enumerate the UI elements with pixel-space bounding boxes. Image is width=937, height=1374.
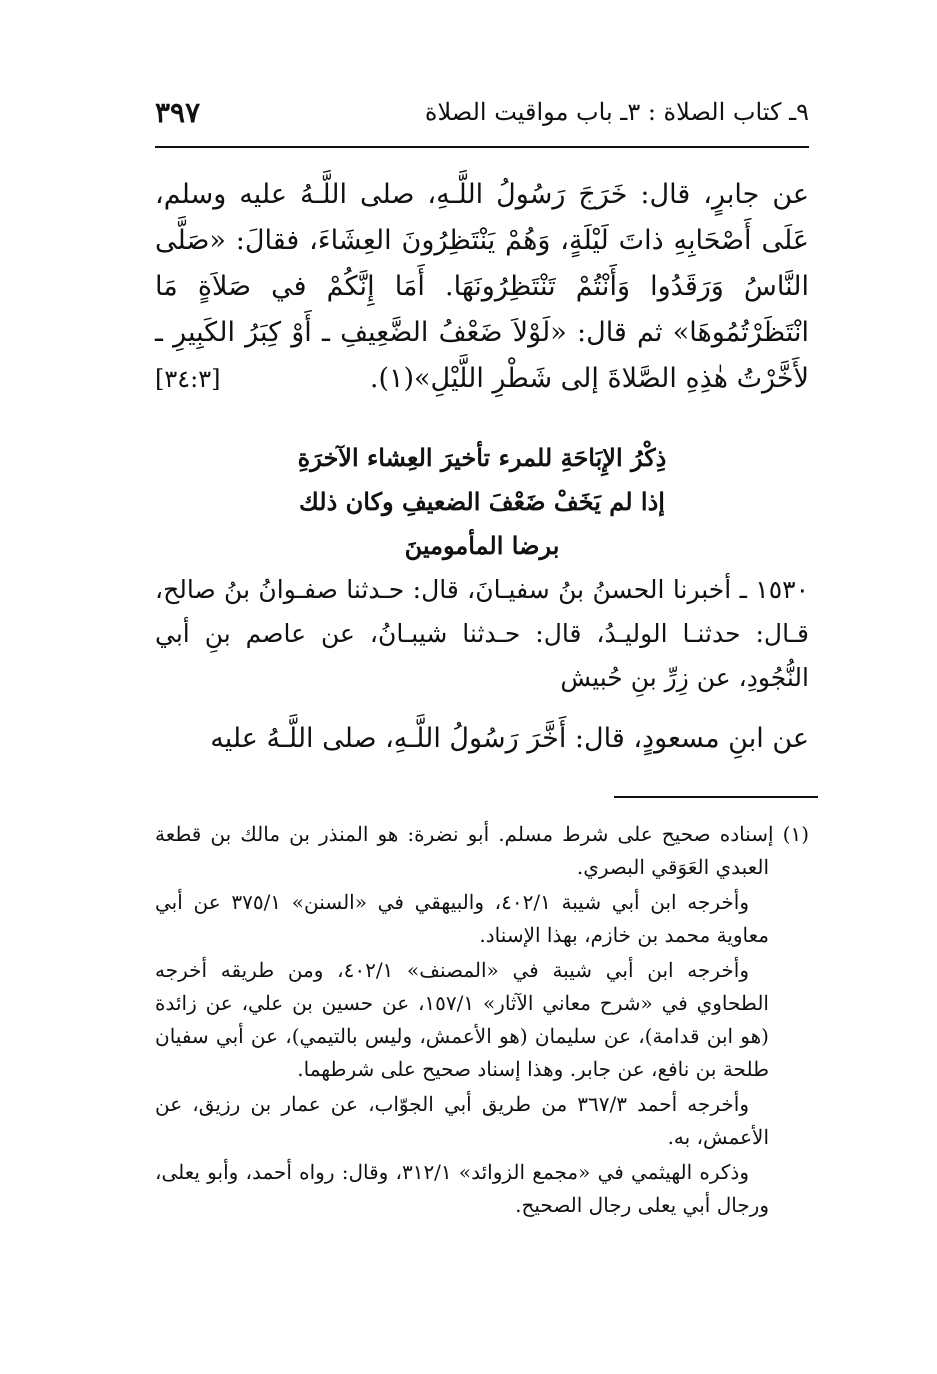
hadith-text <box>155 172 809 402</box>
heading-line: إذا لم يَخَفْ ضَعْفَ الضعيفِ وكان ذلك <box>299 487 665 516</box>
section-heading <box>155 436 809 568</box>
footnotes <box>155 818 809 1224</box>
footnote-paragraph: وأخرجه ابن أبي شيبة في «المصنف» ٤٠٢/١، ومن طريقه أخرجه الطحاوي في «شرح معاني الآثار» ١٥٧/١، عن حسين بن علي، عن زائدة (هو ابن قدامة)، عن سليمان (هو الأعمش، وليس بالتيمي)، عن أبي سفيان طلحة بن نافع، عن جابر. وهذا إسناد صحيح على شرطهما. <box>155 958 769 1081</box>
hadith-body: عن جابرٍ، قال: خَرَجَ رَسُولُ اللَّـهِ، صلى اللَّـهُ عليه وسلم، عَلَى أَصْحَابِهِ ذاتَ لَيْلَةٍ، وَهُمْ يَنْتَظِرُونَ العِشَاءَ، فقالَ: «صَلَّى النَّاسُ وَرَقَدُوا وَأَنْتُمْ تَنْتَظِرُونَهَا. أَمَا إِنَّكُمْ في صَلاَةٍ مَا انْتَظَرْتُمُوهَا» ثم قال: «لَوْلاَ ضَعْفُ الضَّعِيفِ ـ أَوْ كِبَرُ الكَبِيرِ ـ لأَخَّرْتُ هٰذِهِ الصَّلاةَ إلى شَطْرِ اللَّيْلِ»(١). <box>155 179 809 394</box>
footnote-paragraph: وأخرجه ابن أبي شيبة ٤٠٢/١، والبيهقي في «السنن» ٣٧٥/١ عن أبي معاوية محمد بن خازم، بهذا الإسناد. <box>155 890 769 947</box>
footnote-paragraph: (١) إسناده صحيح على شرط مسلم. أبو نضرة: هو المنذر بن مالك بن قطعة العبدي العَوَقي البصري. <box>155 822 809 879</box>
hadith-text-2: عن ابنِ مسعودٍ، قال: أَخَّرَ رَسُولُ اللَّـهِ، صلى اللَّـهُ عليه <box>210 723 809 754</box>
footnote-paragraph: وذكره الهيثمي في «مجمع الزوائد» ٣١٢/١، وقال: رواه أحمد، وأبو يعلى، ورجال أبي يعلى رجال الصحيح. <box>155 1160 769 1217</box>
hadith-reference: [٣٤:٣] <box>155 365 221 393</box>
footnote-paragraph: وأخرجه أحمد ٣٦٧/٣ من طريق أبي الجوّاب، عن عمار بن رزيق، عن الأعمش، به. <box>155 1092 769 1149</box>
isnad-chain: ١٥٣٠ ـ أخبرنا الحسنُ بنُ سفيـانَ، قال: حـدثنا صفـوانُ بنُ صالح، قـال: حدثنـا الوليـدُ، قال: حـدثنا شيبـانُ، عن عاصم بنِ أبي النُّجُودِ، عن زِرِّ بنِ حُبيش <box>155 575 809 692</box>
heading-line: ذِكْرُ الإِبَاحَةِ للمرء تأخيرَ العِشاء الآخرَةِ <box>297 443 667 472</box>
header-rule <box>155 146 809 148</box>
heading-line: برضا المأمومينَ <box>404 531 560 560</box>
page-header <box>155 96 809 132</box>
page-number: ٣٩٧ <box>155 96 201 129</box>
running-head: ٩ـ كتاب الصلاة : ٣ـ باب مواقيت الصلاة <box>424 98 809 126</box>
footnote-rule <box>614 796 818 798</box>
